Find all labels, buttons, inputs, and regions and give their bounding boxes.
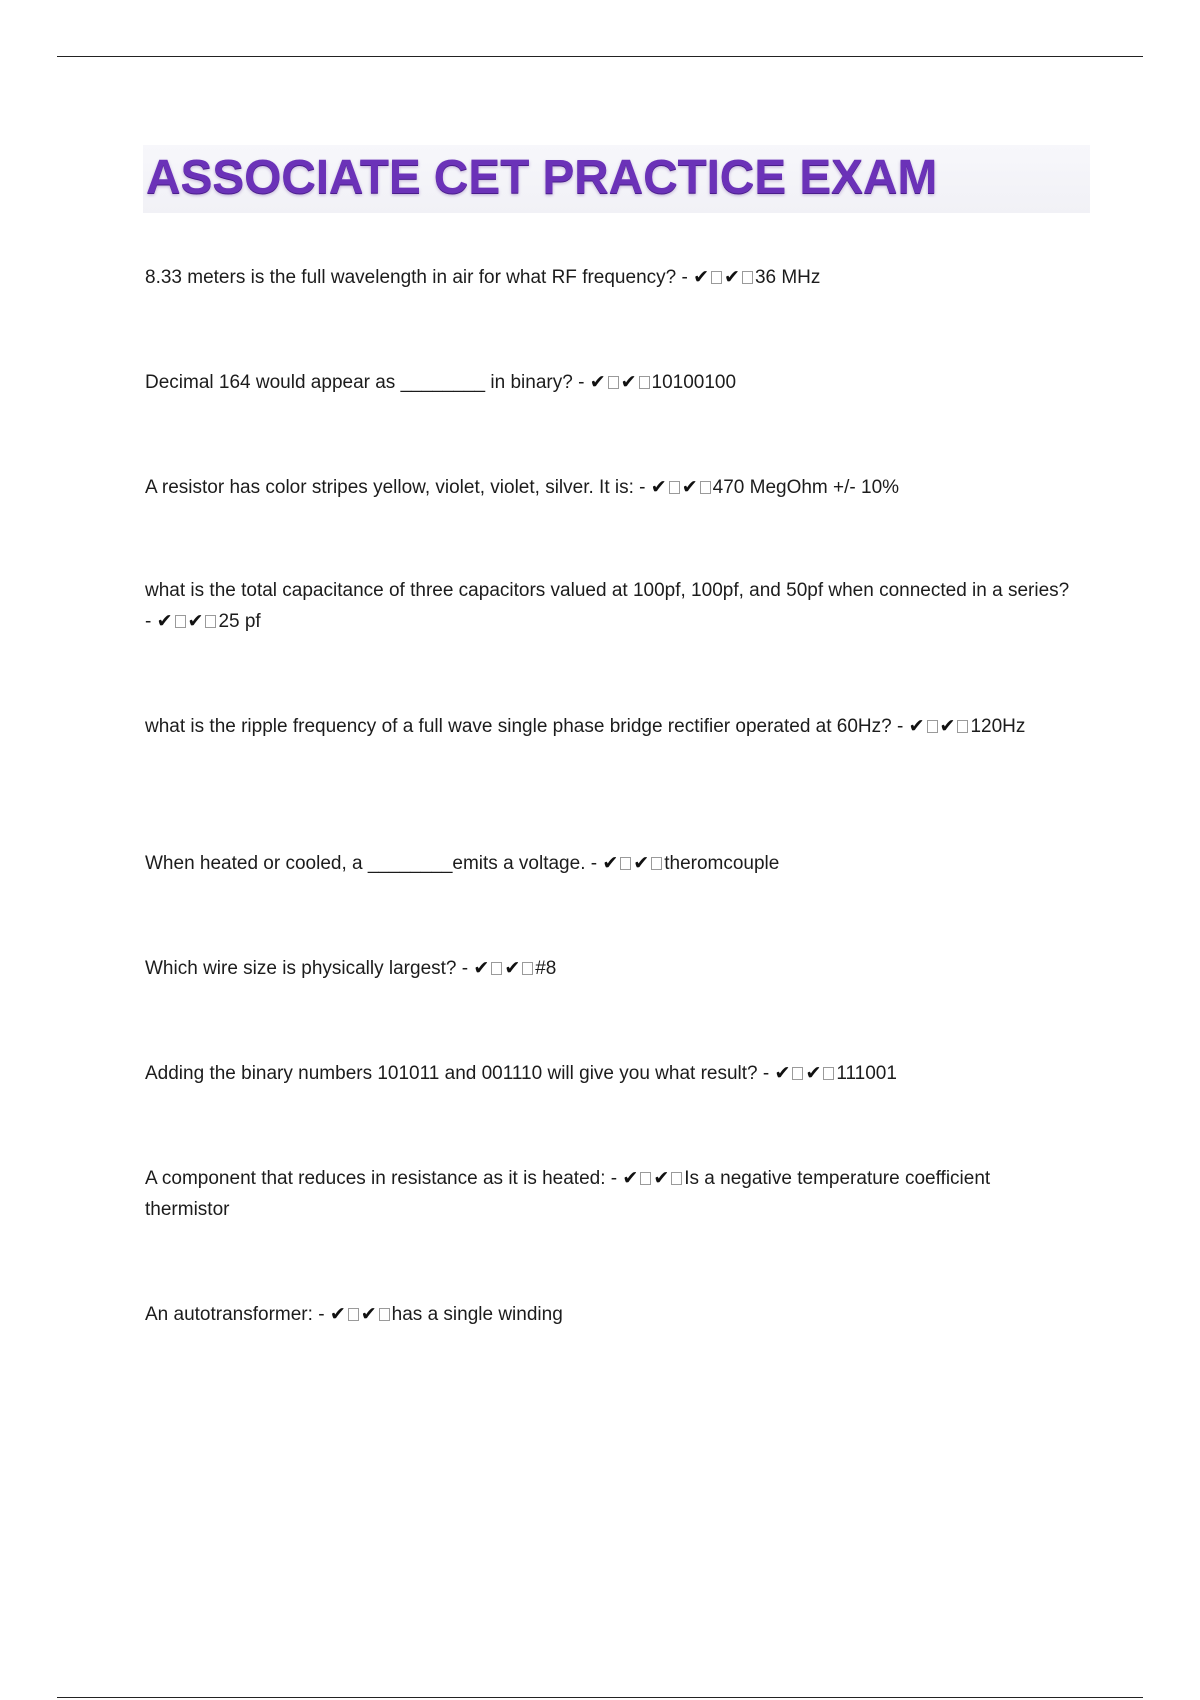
document-title: ASSOCIATE CET PRACTICE EXAM xyxy=(146,151,938,204)
check-icon: ✔ xyxy=(633,852,650,874)
box-icon xyxy=(711,271,722,284)
box-icon xyxy=(823,1067,834,1080)
box-icon xyxy=(348,1308,359,1321)
list-item xyxy=(145,711,1075,742)
check-icon: ✔ xyxy=(724,266,740,288)
separator: - xyxy=(585,853,603,874)
check-icon: ✔ xyxy=(620,371,637,393)
question-text: what is the ripple frequency of a full wave single phase bridge rectifier operated at 60Hz? xyxy=(145,716,892,737)
question-text: An autotransformer: xyxy=(145,1304,313,1325)
list-item xyxy=(145,472,1075,503)
box-icon xyxy=(651,857,662,870)
answer-text: Is a negative temperature coefficient thermistor xyxy=(145,1168,991,1220)
list-item xyxy=(145,848,1075,879)
box-icon xyxy=(175,615,186,628)
list-item xyxy=(145,1163,1075,1225)
separator: - xyxy=(312,1304,330,1325)
box-icon xyxy=(522,962,533,975)
answer-text: 111001 xyxy=(836,1063,897,1084)
box-icon xyxy=(742,271,753,284)
top-rule xyxy=(57,56,1143,57)
separator: - xyxy=(456,958,474,979)
check-icon: ✔ xyxy=(681,476,698,498)
check-icon: ✔ xyxy=(589,371,606,393)
box-icon xyxy=(639,376,650,389)
separator: - xyxy=(757,1063,775,1084)
title-banner xyxy=(143,145,1090,213)
list-item xyxy=(145,1058,1075,1089)
separator: - xyxy=(891,716,909,737)
answer-text: 25 pf xyxy=(218,611,261,632)
check-icon: ✔ xyxy=(908,715,925,737)
check-icon: ✔ xyxy=(329,1303,346,1325)
list-item xyxy=(145,1299,1075,1330)
box-icon xyxy=(491,962,502,975)
box-icon xyxy=(608,376,619,389)
question-text: 8.33 meters is the full wavelength in air for what RF frequency? xyxy=(145,267,677,288)
question-text: Which wire size is physically largest? xyxy=(145,958,457,979)
check-icon: ✔ xyxy=(504,957,521,979)
box-icon xyxy=(671,1172,682,1185)
list-item xyxy=(145,367,1075,398)
check-icon: ✔ xyxy=(602,852,619,874)
check-icon: ✔ xyxy=(187,610,204,632)
box-icon xyxy=(927,720,938,733)
separator: - xyxy=(605,1168,623,1189)
box-icon xyxy=(792,1067,803,1080)
check-icon: ✔ xyxy=(156,610,173,632)
question-text: A resistor has color stripes yellow, violet, violet, silver. It is: xyxy=(145,477,634,498)
question-text: Decimal 164 would appear as ________ in binary? xyxy=(145,372,573,393)
answer-text: 470 MegOhm +/- 10% xyxy=(712,477,900,498)
separator: - xyxy=(676,267,694,288)
check-icon: ✔ xyxy=(805,1062,822,1084)
check-icon: ✔ xyxy=(693,266,710,288)
check-icon: ✔ xyxy=(939,715,956,737)
answer-text: 120Hz xyxy=(970,716,1026,737)
question-text: what is the total capacitance of three capacitors valued at 100pf, 100pf, and 50pf when connected in a series? xyxy=(145,580,1070,601)
question-text: A component that reduces in resistance as it is heated: xyxy=(145,1168,606,1189)
box-icon xyxy=(620,857,631,870)
check-icon: ✔ xyxy=(774,1062,791,1084)
answer-text: has a single winding xyxy=(391,1304,563,1325)
list-item xyxy=(145,575,1075,637)
answer-text: 10100100 xyxy=(651,372,737,393)
box-icon xyxy=(669,481,680,494)
check-icon: ✔ xyxy=(360,1303,377,1325)
box-icon xyxy=(640,1172,651,1185)
answer-text: #8 xyxy=(535,958,557,979)
list-item xyxy=(145,953,1075,984)
box-icon xyxy=(379,1308,390,1321)
question-text: When heated or cooled, a ________emits a voltage. xyxy=(145,853,586,874)
box-icon xyxy=(957,720,968,733)
box-icon xyxy=(700,481,711,494)
answer-text: 36 MHz xyxy=(754,267,821,288)
separator: - xyxy=(572,372,590,393)
check-icon: ✔ xyxy=(650,476,667,498)
list-item xyxy=(145,262,1075,293)
bottom-rule xyxy=(57,1697,1143,1698)
separator: - xyxy=(145,611,157,632)
check-icon: ✔ xyxy=(653,1167,670,1189)
box-icon xyxy=(205,615,216,628)
check-icon: ✔ xyxy=(622,1167,639,1189)
check-icon: ✔ xyxy=(473,957,490,979)
separator: - xyxy=(633,477,651,498)
question-text: Adding the binary numbers 101011 and 001110 will give you what result? xyxy=(145,1063,758,1084)
answer-text: theromcouple xyxy=(664,853,780,874)
